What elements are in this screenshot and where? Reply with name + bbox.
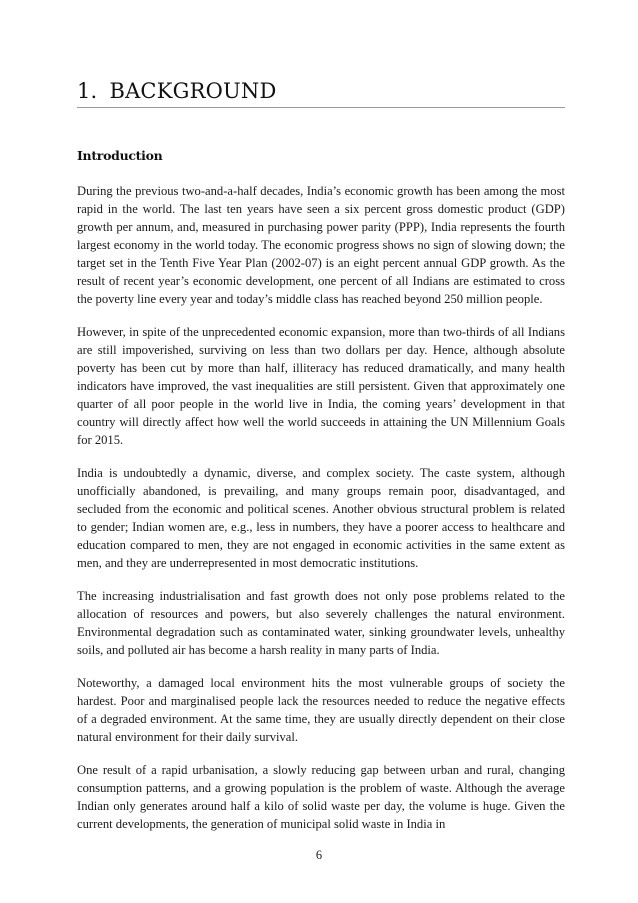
- heading-divider: [77, 107, 565, 108]
- paragraph: India is undoubtedly a dynamic, diverse, and complex society. The caste system, although unofficially abandoned, is prevailing, and many groups remain poor, disadvantaged, and secluded from the economic and political scenes. Another obvious structural problem is related to gender; Indian women are, e.g., less in numbers, they have a poorer access to healthcare and education compared to men, they are not engaged in economic activities in the same extent as men, and they are underrepresented in most democratic institutions.: [77, 466, 565, 570]
- paragraph: One result of a rapid urbanisation, a slowly reducing gap between urban and rural, changing consumption patterns, and a growing population is the problem of waste. Although the average Indian only generates around half a kilo of solid waste per day, the volume is huge. Given the current developments, the generation of municipal solid waste in India in: [77, 763, 565, 831]
- paragraph: The increasing industrialisation and fast growth does not only pose problems related to the allocation of resources and powers, but also severely challenges the natural environment. Environmental degradation such as contaminated water, sinking groundwater levels, unhealthy soils, and polluted air has become a harsh reality in many parts of India.: [77, 589, 565, 657]
- paragraph: However, in spite of the unprecedented economic expansion, more than two-thirds of all Indians are still impoverished, surviving on less than two dollars per day. Hence, although absolute poverty has been cut by more than half, illiteracy has reduced dramatically, and many health indicators have improved, the vast inequalities are still persistent. Given that approximately one quarter of all poor people in the world live in India, the coming years’ development in that country will directly affect how well the world succeeds in attaining the UN Millennium Goals for 2015.: [77, 325, 565, 447]
- chapter-heading: [77, 78, 565, 104]
- paragraph: During the previous two-and-a-half decades, India’s economic growth has been among the most rapid in the world. The last ten years have seen a six percent gross domestic product (GDP) growth per annum, and, measured in purchasing power parity (PPP), India represents the fourth largest economy in the world today. The economic progress shows no sign of slowing down; the target set in the Tenth Five Year Plan (2002-07) is an eight percent annual GDP growth. As the result of recent year’s economic development, one percent of all Indians are estimated to cross the poverty line every year and today’s middle class has reached beyond 250 million people.: [77, 184, 565, 306]
- page-number: 6: [315, 848, 323, 862]
- chapter-number: 1.: [77, 79, 98, 103]
- section-heading: Introduction: [77, 148, 163, 163]
- paragraph: Noteworthy, a damaged local environment hits the most vulnerable groups of society the hardest. Poor and marginalised people lack the resources needed to reduce the negative effects of a degraded environment. At the same time, they are usually directly dependent on their close natural environment for their daily survival.: [77, 676, 565, 744]
- chapter-title: BACKGROUND: [109, 79, 277, 103]
- body-text: [77, 182, 565, 848]
